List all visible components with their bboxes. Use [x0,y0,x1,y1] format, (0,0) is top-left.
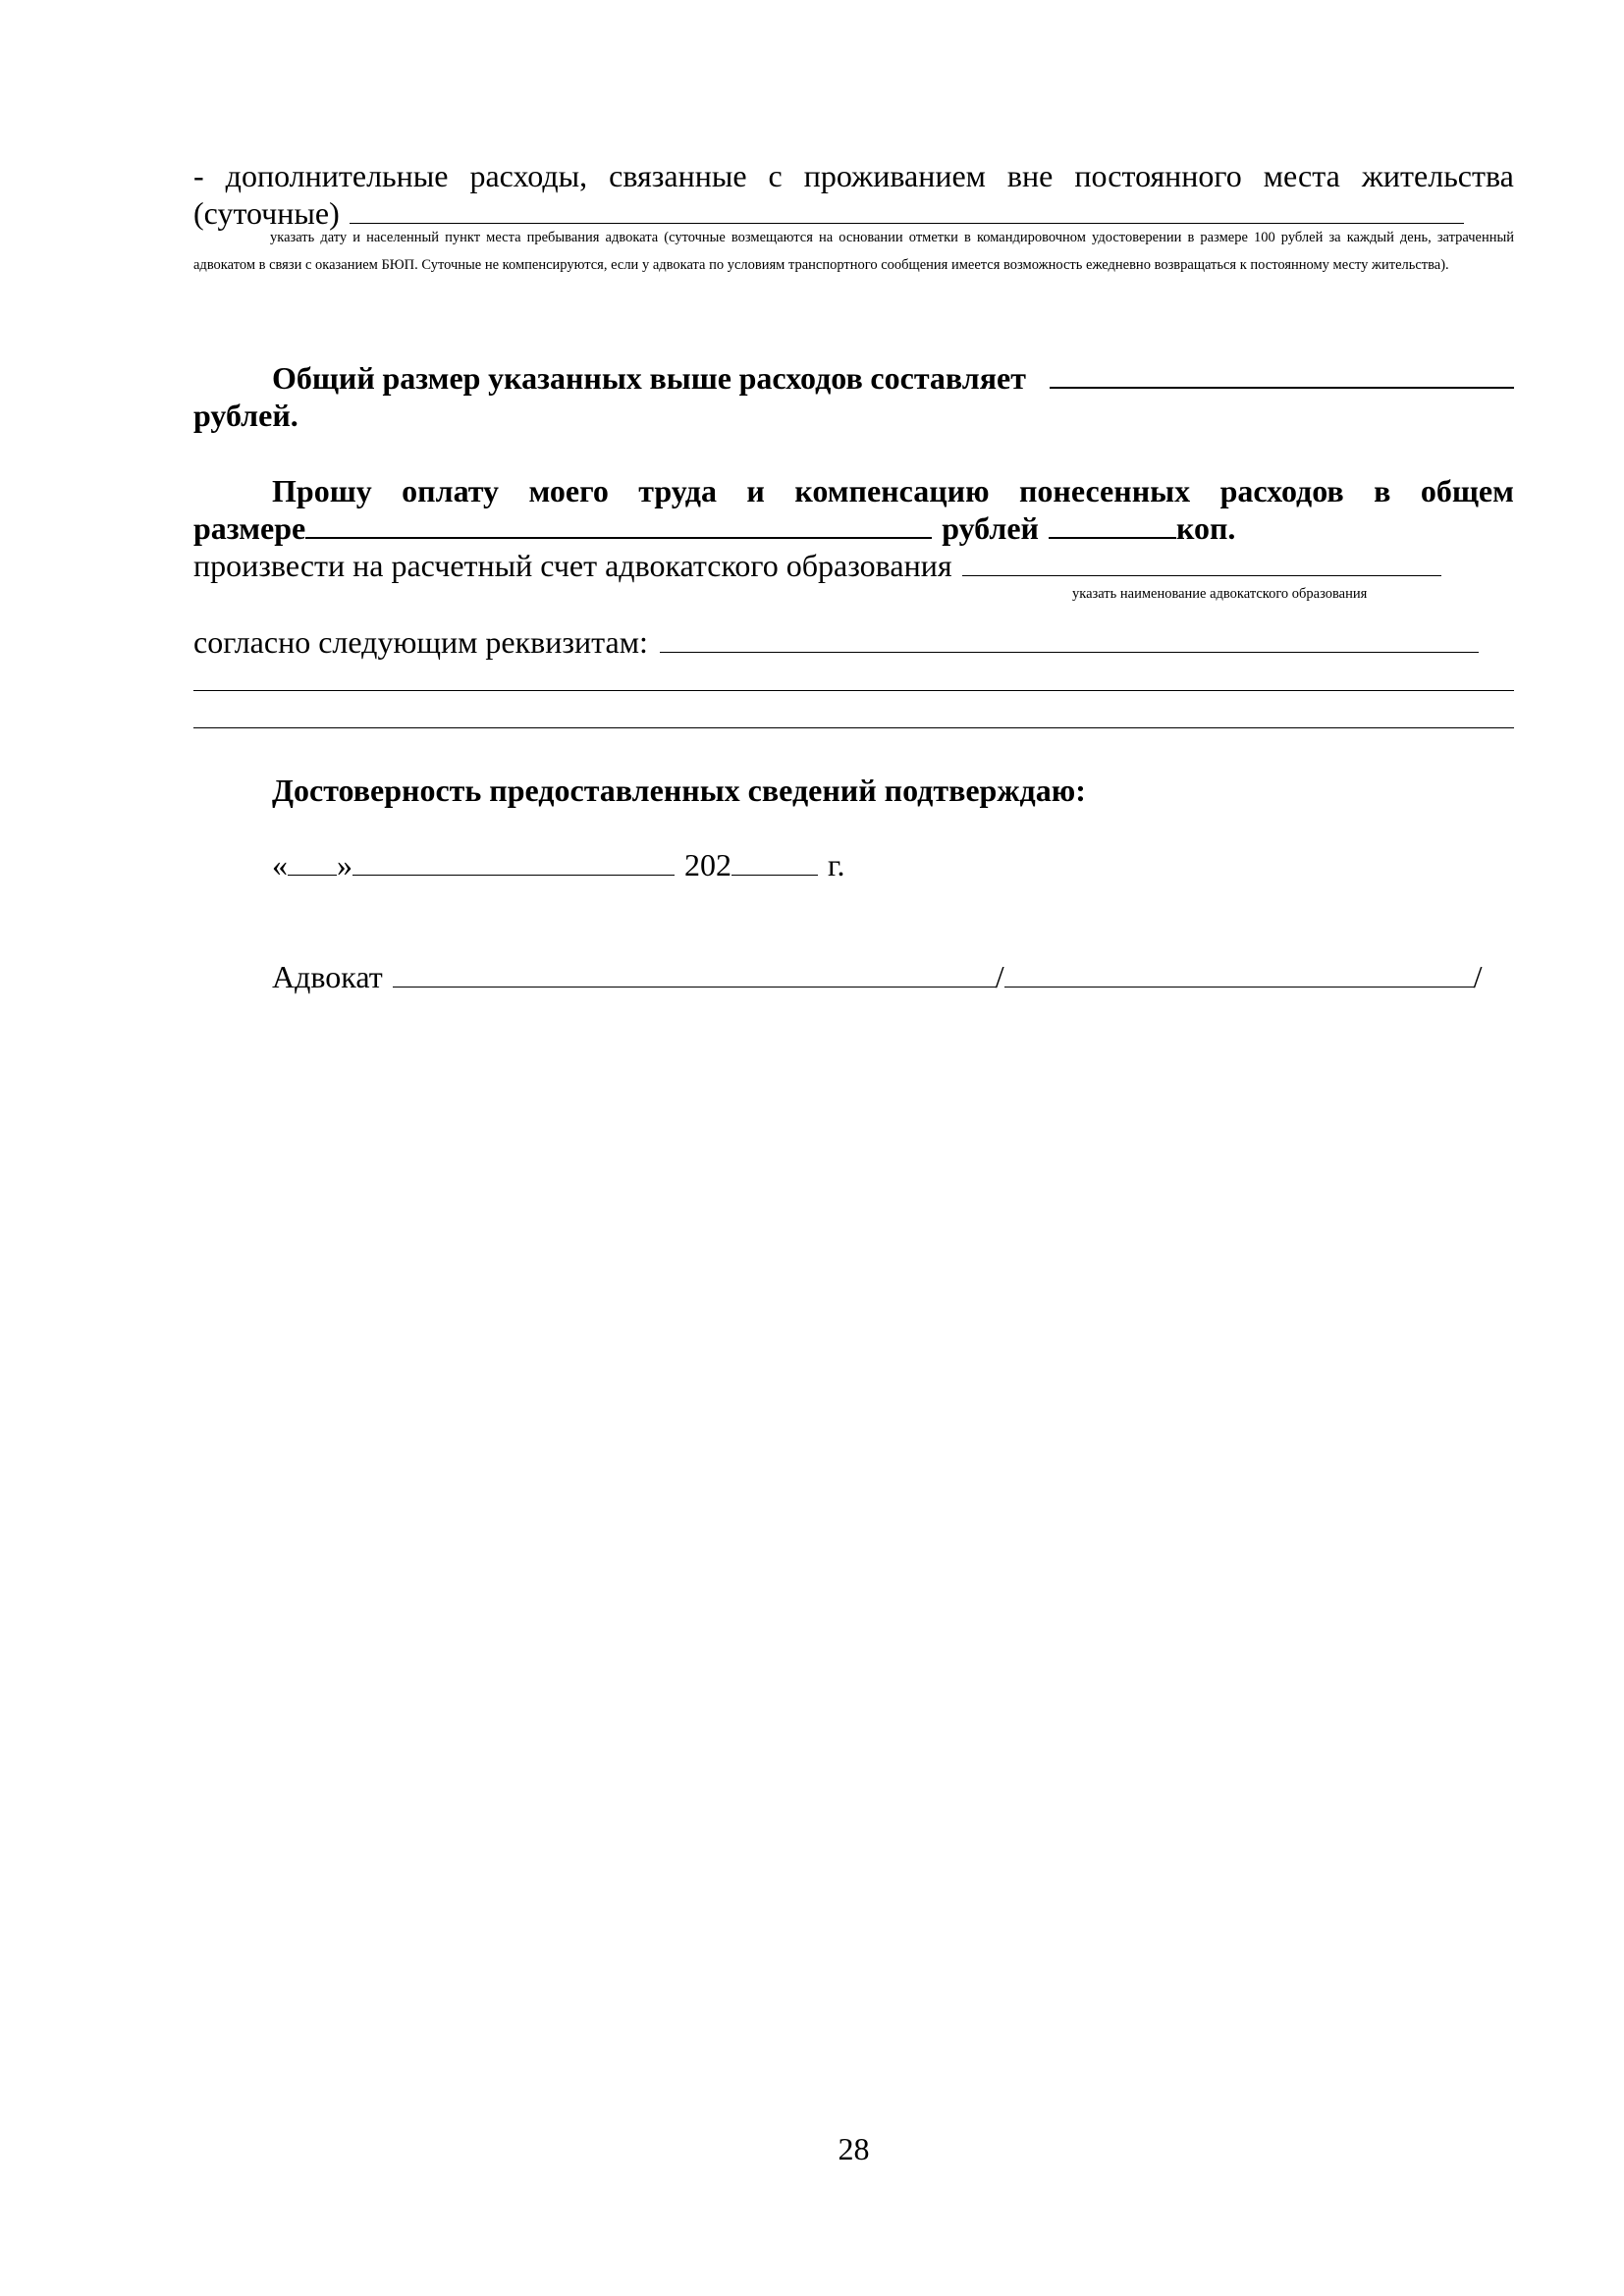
account-hint: указать наименование адвокатского образования [1072,586,1368,602]
page-content [193,0,1514,2296]
year-suffix: г. [828,847,845,882]
request-word: общем [1420,473,1514,508]
total-word: расходов [738,360,863,396]
confirmation-heading: Достоверность предоставленных сведений подтверждаю: [272,773,1086,808]
signature-line [193,958,1514,995]
request-word: моего [528,473,609,508]
page-number: 28 [838,2131,870,2166]
intro-word: - [193,158,204,193]
date-day-field[interactable] [288,850,337,876]
intro-word: постоянного [1074,158,1242,193]
signature-closing-slash: / [1473,959,1483,994]
total-expenses-words [193,359,1026,397]
total-word: размер [382,360,481,396]
signature-slash: / [995,959,1004,994]
total-unit: рублей. [193,398,298,433]
kopecks-label: коп. [1175,510,1236,546]
signature-name-field[interactable] [1004,962,1474,988]
amount-rubles-field[interactable] [305,512,932,539]
amount-kopecks-field[interactable] [1049,512,1176,539]
request-word: Прошу [272,473,372,508]
total-word: указанных [488,360,642,396]
daily-expenses-hint: указать дату и населенный пункт места пребывания адвоката (суточные возмещаются на основании отметки в командировочном удостоверении в размере 100 рублей за каждый день, затраченный адвокатом в связи с оказанием БЮП. Суточные не компенсируются, если у адвоката по условиям транспортного сообщения имеется возможность ежедневно возвращаться к постоянному месту жительства). [193,230,1514,273]
total-word: выше [649,360,731,396]
payment-amount-line [193,509,1514,547]
intro-word: жительства [1361,158,1514,193]
intro-word: проживанием [803,158,986,193]
requisites-text: согласно следующим реквизитам: [193,624,648,660]
total-word: составляет [870,360,1026,396]
date-open-quote: « [272,847,288,882]
daily-expenses-field[interactable] [350,198,1464,224]
date-month-field[interactable] [352,850,675,876]
signature-field[interactable] [393,962,996,988]
daily-expenses-intro [193,157,1514,194]
date-close-quote: » [337,847,352,882]
request-word: оплату [402,473,500,508]
amount-label: размере [193,510,306,546]
rubles-label: рублей [942,510,1039,546]
total-expenses-line [193,359,1514,397]
request-word: и [746,473,765,508]
intro-word: дополнительные [225,158,449,193]
intro-word: с [768,158,783,193]
total-amount-field[interactable] [1050,362,1514,389]
requisites-line [193,623,1514,661]
account-name-field[interactable] [962,551,1441,576]
intro-word: расходы, [469,158,588,193]
intro-word: связанные [609,158,747,193]
payment-request-intro [193,472,1514,509]
requisites-extra-line-2[interactable] [193,727,1514,728]
account-line [193,547,1514,584]
intro-word: вне [1006,158,1054,193]
request-word: компенсацию [794,473,990,508]
request-word: труда [638,473,717,508]
date-line [193,846,1514,883]
request-word: в [1374,473,1391,508]
requisites-extra-line-1[interactable] [193,690,1514,691]
requisites-field[interactable] [660,627,1479,653]
account-text: произвести на расчетный счет адвокатского образования [193,548,952,583]
total-word: Общий [272,360,375,396]
daily-expenses-label: (суточные) [193,195,340,231]
request-word: расходов [1219,473,1344,508]
year-field[interactable] [731,850,818,876]
year-prefix: 202 [684,847,731,882]
intro-word: места [1263,158,1340,193]
signature-label: Адвокат [272,959,383,994]
request-word: понесенных [1018,473,1191,508]
